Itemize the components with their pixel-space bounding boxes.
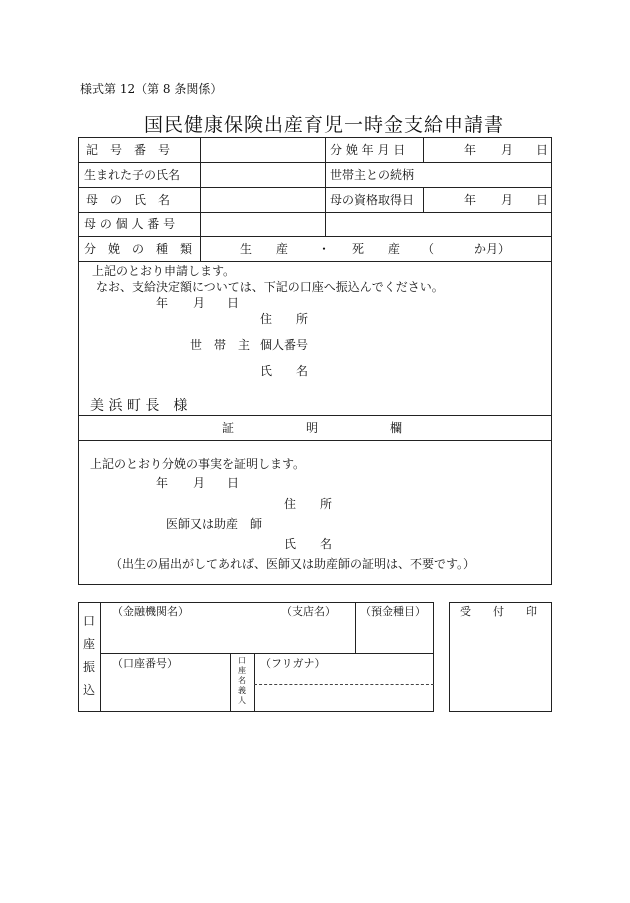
applicant-name-label: 氏 名 <box>260 364 309 378</box>
applicant-name-field[interactable] <box>320 361 545 379</box>
mother-name-field[interactable] <box>202 189 323 210</box>
months-field[interactable] <box>436 239 470 259</box>
applicant-address-label: 住 所 <box>260 312 309 326</box>
label-delivery-date: 分 娩 年 月 日 <box>330 143 406 157</box>
deposit-type-field[interactable] <box>357 620 432 651</box>
account-number-label: （口座番号） <box>112 657 178 670</box>
qualification-date-year: 年 <box>464 193 477 207</box>
application-date-day: 日 <box>227 296 240 310</box>
symbol-number-field[interactable] <box>202 139 323 160</box>
certifier-name-label: 氏 名 <box>284 537 333 551</box>
householder-label: 世 帯 主 <box>190 338 251 352</box>
delivery-date-month: 月 <box>501 143 514 157</box>
relation-field[interactable] <box>424 164 550 185</box>
qualification-date-month: 月 <box>501 193 514 207</box>
label-relation: 世帯主との続柄 <box>330 168 415 182</box>
certificate-note: （出生の届出がしてあれば、医師又は助産師の証明は、不要です。） <box>110 557 476 571</box>
applicant-address-field[interactable] <box>320 309 545 327</box>
label-personal-number: 母 の 個 人 番 号 <box>84 217 176 231</box>
option-stillbirth[interactable]: 死 産 <box>352 242 401 256</box>
option-separator: ・ <box>318 242 331 256</box>
form-number: 様式第 12（第 8 条関係） <box>80 82 223 96</box>
label-qualification-date: 母の資格取得日 <box>330 193 415 207</box>
receipt-stamp-box <box>449 602 552 712</box>
qualification-date-day: 日 <box>536 193 549 207</box>
application-note: なお、支給決定額については、下記の口座へ振込んでください。 <box>96 280 444 294</box>
account-holder-label: 口座名義人 <box>238 656 246 705</box>
months-open-paren: （ <box>422 242 435 256</box>
page-title: 国民健康保険出産育児一時金支給申請書 <box>144 114 505 136</box>
bank-transfer-label: 口座振込 <box>83 614 96 697</box>
account-holder-field[interactable] <box>256 686 432 710</box>
furigana-label: （フリガナ） <box>260 657 326 670</box>
deposit-type-label: （預金種目） <box>360 605 426 618</box>
delivery-date-year: 年 <box>464 143 477 157</box>
certificate-date-year: 年 <box>156 476 169 490</box>
institution-field[interactable] <box>102 620 353 651</box>
certificate-header: 証 明 欄 <box>222 421 403 435</box>
application-date-month: 月 <box>193 296 206 310</box>
institution-label: （金融機関名） <box>112 605 189 618</box>
certifier-name-field[interactable] <box>345 534 545 552</box>
months-label: か月） <box>474 242 511 256</box>
option-live-birth[interactable]: 生 産 <box>240 242 289 256</box>
certificate-statement: 上記のとおり分娩の事実を証明します。 <box>90 457 306 471</box>
certifier-address-field[interactable] <box>345 494 545 512</box>
personal-number-field[interactable] <box>202 214 323 235</box>
applicant-personal-number-label: 個人番号 <box>260 338 309 352</box>
label-delivery-type: 分 娩 の 種 類 <box>84 242 193 256</box>
delivery-date-field[interactable] <box>425 139 550 160</box>
label-child-name: 生まれた子の氏名 <box>84 168 181 182</box>
doctor-midwife-label: 医師又は助産 師 <box>166 517 263 531</box>
application-date-year: 年 <box>156 296 169 310</box>
furigana-field[interactable] <box>256 670 432 683</box>
receipt-stamp-label: 受 付 印 <box>460 605 537 618</box>
addressee: 美 浜 町 長 様 <box>90 398 188 414</box>
certificate-date-month: 月 <box>193 476 206 490</box>
application-statement: 上記のとおり申請します。 <box>92 264 236 278</box>
account-number-field[interactable] <box>102 672 228 710</box>
child-name-field[interactable] <box>202 164 323 185</box>
qualification-date-field[interactable] <box>425 189 550 210</box>
delivery-date-day: 日 <box>536 143 549 157</box>
branch-label: （支店名） <box>281 605 336 618</box>
certifier-address-label: 住 所 <box>284 497 333 511</box>
applicant-personal-number-field[interactable] <box>320 335 545 353</box>
label-mother-name: 母 の 氏 名 <box>86 193 171 207</box>
label-symbol-number: 記 号 番 号 <box>86 143 171 157</box>
certificate-date-day: 日 <box>227 476 240 490</box>
